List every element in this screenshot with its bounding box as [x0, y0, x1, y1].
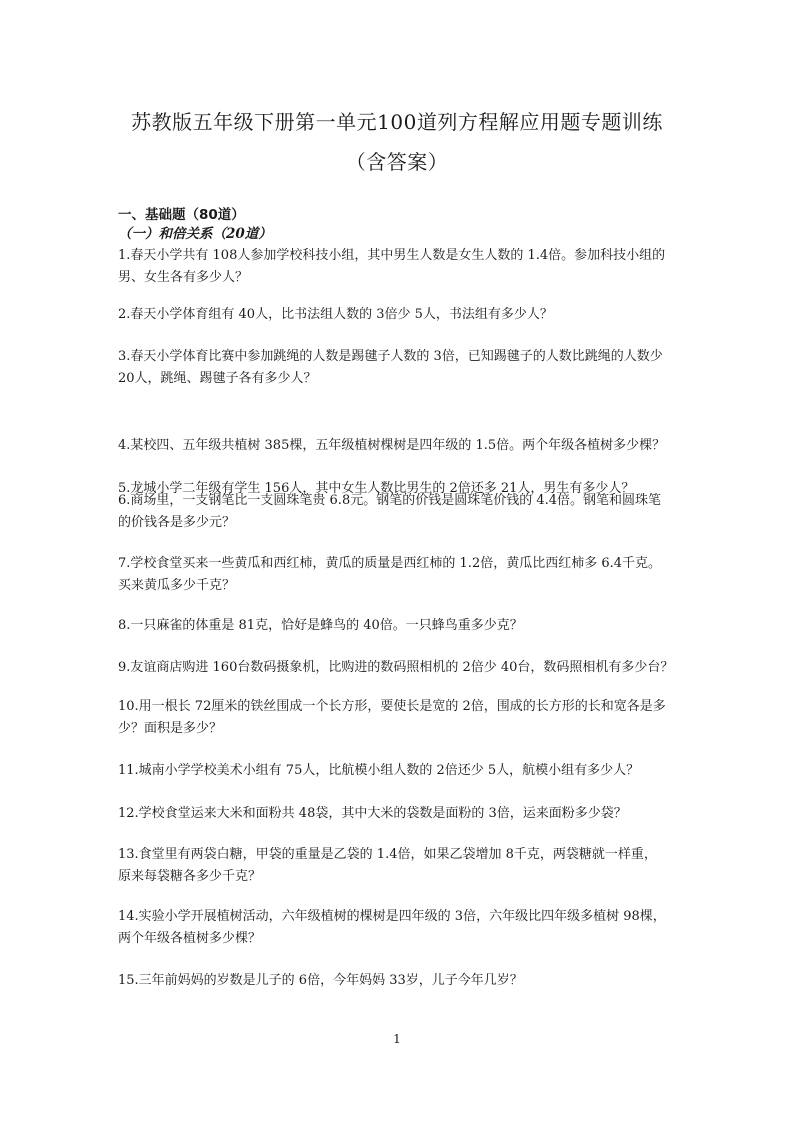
question-10-line-1: 10.用一根长 72厘米的铁丝围成一个长方形，要使长是宽的 2倍，围成的长方形的长和宽各是多	[118, 699, 666, 714]
document-subtitle: （含答案）	[345, 150, 449, 174]
question-5-text: 5.龙城小学二年级有学生 156人，其中女生人数比男生的 2倍还多 21人，男生有多少人？	[118, 481, 635, 496]
question-9-text: 9.友谊商店购进 160台数码摄象机，比购进的数码照相机的 2倍少 40台，数码照相机有多少台？	[118, 660, 674, 675]
question-15-text: 15.三年前妈妈的岁数是儿子的 6倍，今年妈妈 33岁，儿子今年几岁？	[118, 973, 523, 988]
question-7-line-1: 7.学校食堂买来一些黄瓜和西红柿，黄瓜的质量是西红柿的 1.2倍，黄瓜比西红柿多 6.4千克。	[118, 556, 662, 571]
question-3	[118, 346, 688, 390]
question-14	[118, 906, 688, 950]
question-9	[118, 657, 688, 679]
page-number: 1	[393, 1032, 401, 1046]
question-12-text: 12.学校食堂运来大米和面粉共 48袋，其中大米的袋数是面粉的 3倍，运来面粉多少袋？	[118, 806, 627, 821]
section-heading: 一、基础题（80道）	[118, 207, 245, 223]
question-11	[118, 760, 688, 782]
question-8-text: 8.一只麻雀的体重是 81克，恰好是蜂鸟的 40倍。一只蜂鸟重多少克？	[118, 618, 523, 633]
question-1	[118, 245, 688, 289]
question-13	[118, 844, 688, 888]
question-2	[118, 304, 688, 326]
question-2-text: 2.春天小学体育组有 40人，比书法组人数的 3倍少 5人，书法组有多少人？	[118, 307, 553, 322]
question-6	[118, 490, 688, 534]
question-3-line-1: 3.春天小学体育比赛中参加跳绳的人数是踢毽子人数的 3倍，已知踢毽子的人数比跳绳的人数少	[118, 349, 663, 364]
question-7	[118, 553, 688, 597]
question-6-line-2: 的价钱各是多少元？	[118, 515, 236, 530]
question-15	[118, 970, 688, 992]
question-14-line-1: 14.实验小学开展植树活动，六年级植树的棵树是四年级的 3倍，六年级比四年级多植树 98棵，	[118, 909, 666, 924]
question-1-line-1: 1.春天小学共有 108人参加学校科技小组，其中男生人数是女生人数的 1.4倍。参加科技小组的	[118, 248, 666, 263]
question-14-line-2: 两个年级各植树多少棵？	[118, 931, 262, 946]
question-10-line-2: 少？面积是多少？	[118, 721, 223, 736]
question-12	[118, 803, 688, 825]
document-title: 苏教版五年级下册第一单元100道列方程解应用题专题训练	[131, 110, 663, 134]
question-10	[118, 696, 688, 740]
question-13-line-1: 13.食堂里有两袋白糖，甲袋的重量是乙袋的 1.4倍，如果乙袋增加 8千克，两袋糖就一样重，	[118, 847, 657, 862]
question-4	[118, 435, 688, 457]
question-6-line-1: 6.商场里，一支钢笔比一支圆珠笔贵 6.8元。钢笔的价钱是圆珠笔价钱的 4.4倍。钢笔和圆珠笔	[118, 493, 662, 508]
question-1-line-2: 男、女生各有多少人？	[118, 270, 249, 285]
question-7-line-2: 买来黄瓜多少千克？	[118, 578, 236, 593]
question-8	[118, 615, 688, 637]
subsection-heading: （一）和倍关系（20道）	[118, 226, 272, 242]
question-13-line-2: 原来每袋糖各多少千克？	[118, 869, 262, 884]
question-3-line-2: 20人，跳绳、踢毽子各有多少人？	[118, 371, 317, 386]
question-4-text: 4.某校四、五年级共植树 385棵，五年级植树棵树是四年级的 1.5倍。两个年级各植树多少棵？	[118, 438, 666, 453]
question-11-text: 11.城南小学学校美术小组有 75人，比航模小组人数的 2倍还少 5人，航模小组有多少人？	[118, 763, 640, 778]
